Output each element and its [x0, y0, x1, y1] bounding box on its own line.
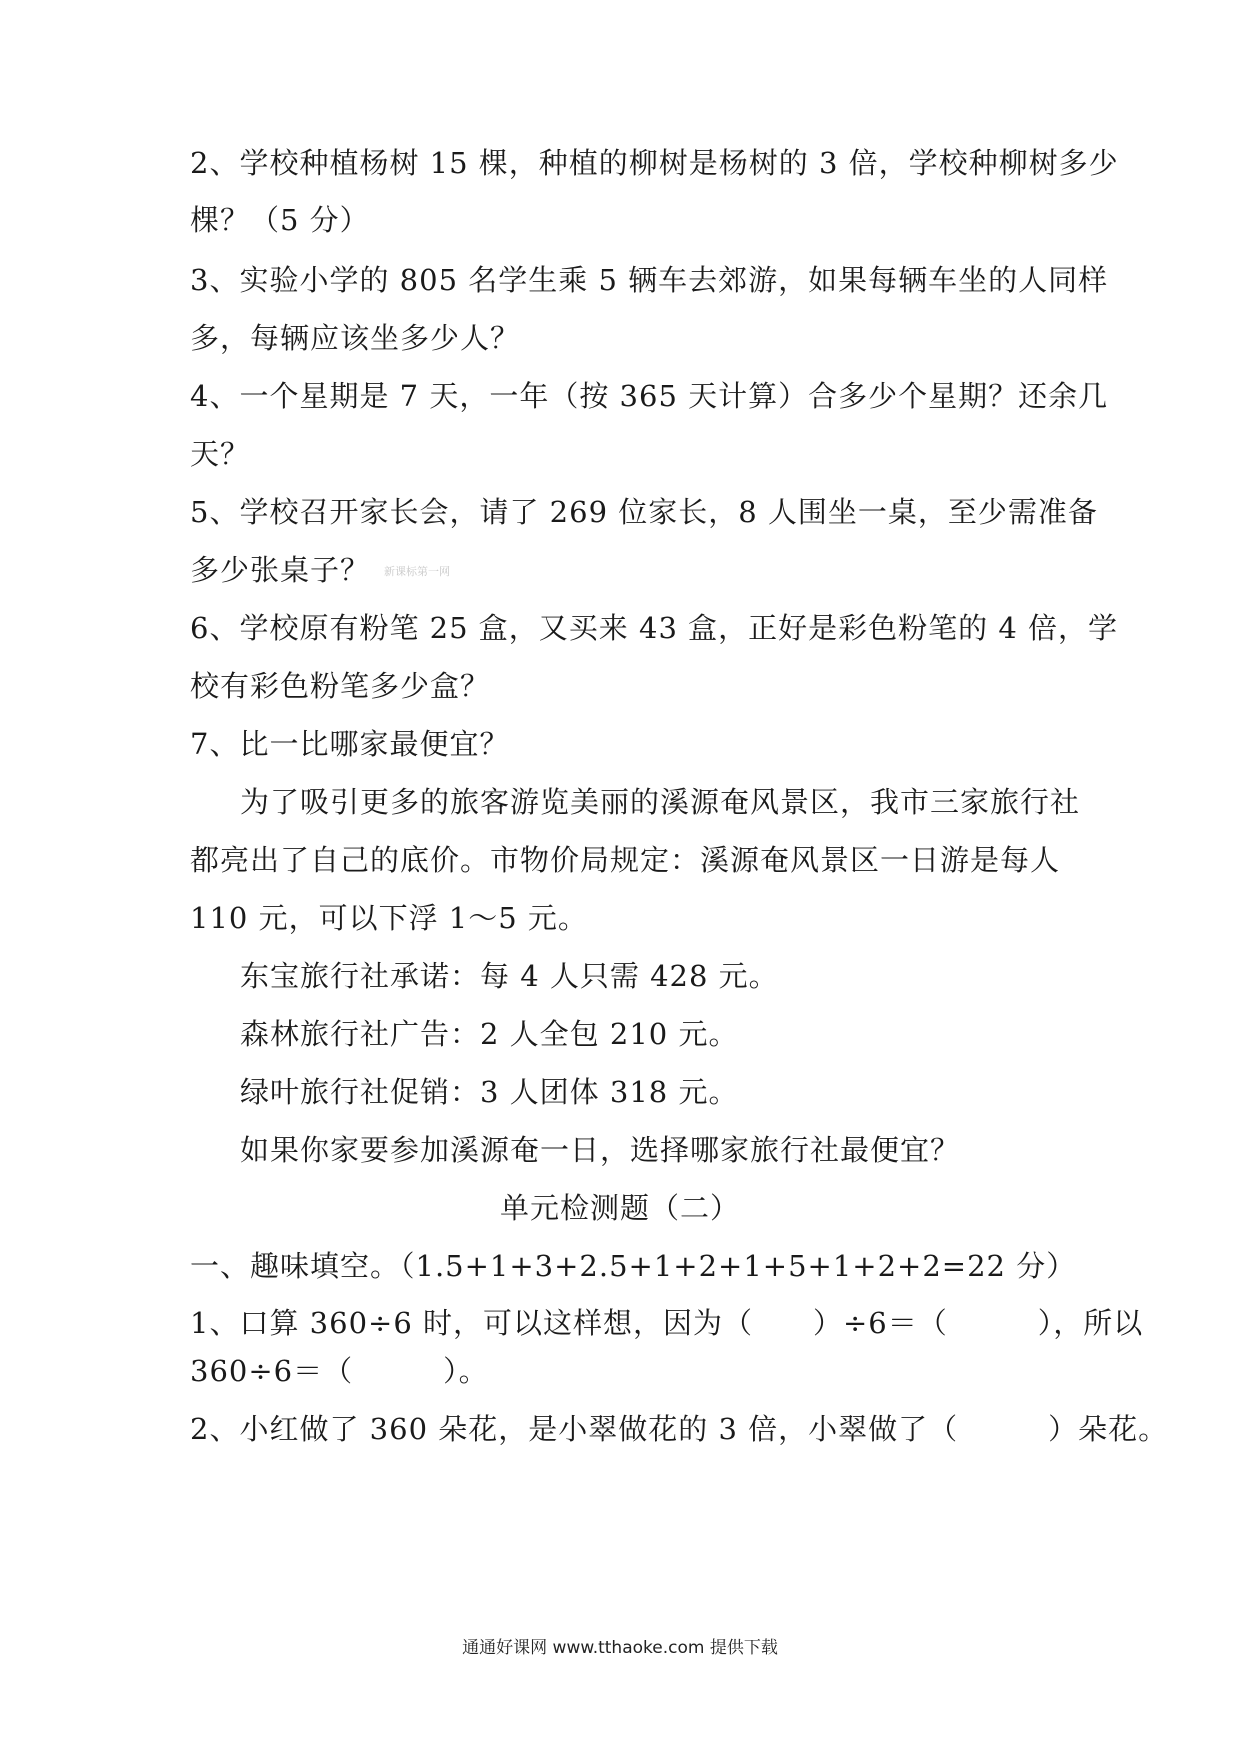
- fill-question-1-line-2: 360÷6＝（ ）。: [190, 1354, 489, 1388]
- problem-7-question: 如果你家要参加溪源奄一日，选择哪家旅行社最便宜？: [240, 1133, 961, 1167]
- problem-3-line-1: 3、实验小学的 805 名学生乘 5 辆车去郊游，如果每辆车坐的人同样: [190, 263, 1109, 297]
- problem-6-line-2: 校有彩色粉笔多少盒？: [190, 669, 491, 703]
- fill-question-2-line-1: 2、小红做了 360 朵花，是小翠做花的 3 倍，小翠做了（ ）朵花。: [190, 1412, 1169, 1446]
- problem-5-line-2-wrapper: [190, 550, 1060, 592]
- fill-question-1-line-1: 1、口算 360÷6 时，可以这样想，因为（ ）÷6＝（ ），所以: [190, 1306, 1144, 1340]
- problem-7-paragraph-line-2: 都亮出了自己的底价。市物价局规定：溪源奄风景区一日游是每人: [190, 843, 1061, 877]
- agency-dongbao: 东宝旅行社承诺：每 4 人只需 428 元。: [240, 959, 779, 993]
- agency-senlin: 森林旅行社广告：2 人全包 210 元。: [240, 1017, 739, 1051]
- problem-5-line-1: 5、学校召开家长会，请了 269 位家长，8 人围坐一桌，至少需准备: [190, 495, 1098, 529]
- problem-2-line-2: 棵？（5 分）: [190, 203, 370, 237]
- problem-7-paragraph-line-3: 110 元，可以下浮 1～5 元。: [190, 901, 588, 935]
- unit-test-title: 单元检测题（二）: [499, 1191, 740, 1225]
- problem-2-line-1: 2、学校种植杨树 15 棵，种植的柳树是杨树的 3 倍，学校种柳树多少: [190, 146, 1119, 180]
- section-1-heading: 一、趣味填空。（1.5+1+3+2.5+1+2+1+5+1+2+2=22 分）: [190, 1249, 1077, 1283]
- agency-lvye: 绿叶旅行社促销：3 人团体 318 元。: [240, 1075, 739, 1109]
- problem-4-line-2: 天？: [190, 437, 251, 471]
- watermark: 新课标第一网: [384, 565, 451, 578]
- problem-3-line-2: 多，每辆应该坐多少人？: [190, 321, 521, 355]
- problem-5-line-2: 多少张桌子？: [190, 553, 371, 587]
- problem-6-line-1: 6、学校原有粉笔 25 盒，又买来 43 盒，正好是彩色粉笔的 4 倍，学: [190, 611, 1119, 645]
- page-footer: 通通好课网 www.tthaoke.com 提供下载: [462, 1638, 778, 1658]
- problem-4-line-1: 4、一个星期是 7 天，一年（按 365 天计算）合多少个星期？还余几: [190, 379, 1109, 413]
- problem-7-paragraph-line-1: 为了吸引更多的旅客游览美丽的溪源奄风景区，我市三家旅行社: [240, 785, 1081, 819]
- problem-7-heading: 7、比一比哪家最便宜？: [190, 727, 510, 761]
